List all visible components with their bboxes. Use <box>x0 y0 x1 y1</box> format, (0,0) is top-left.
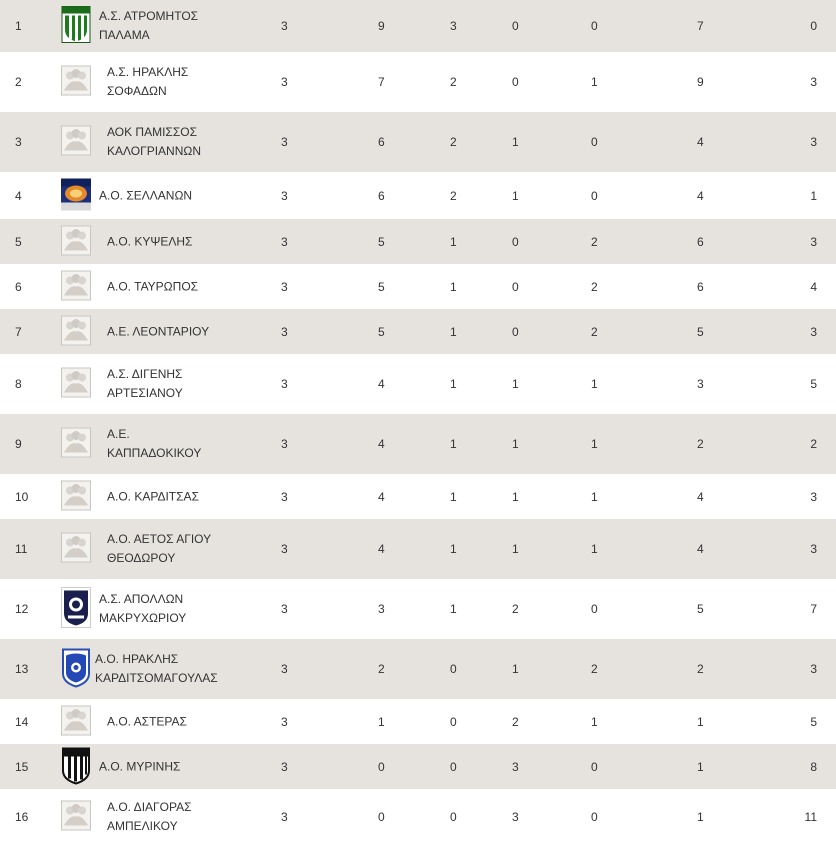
goals-for: 9 <box>697 75 704 89</box>
wins: 2 <box>450 75 457 89</box>
team-name[interactable] <box>99 7 198 45</box>
team-name[interactable] <box>107 232 192 251</box>
draws: 3 <box>512 809 519 824</box>
table-row <box>0 519 836 579</box>
draws: 0 <box>512 75 519 89</box>
blue-shield-crest-icon <box>61 648 91 691</box>
goals-against: 11 <box>804 809 817 824</box>
goals-for: 1 <box>697 809 704 824</box>
table-row <box>0 112 836 172</box>
matches-played: 3 <box>281 135 288 149</box>
goals-against: 5 <box>810 714 817 729</box>
team-name-line: Α.Ο. ΜΥΡΙΝΗΣ <box>99 759 181 773</box>
position: 10 <box>15 489 29 504</box>
position: 4 <box>15 188 22 203</box>
team-name[interactable] <box>107 365 183 403</box>
team-name-line: Α.Ο. ΗΡΑΚΛΗΣ <box>95 652 179 666</box>
goals-against: 5 <box>810 377 817 391</box>
points: 4 <box>378 489 385 504</box>
goals-against: 3 <box>810 662 817 676</box>
wins: 1 <box>450 437 457 451</box>
losses: 0 <box>591 602 598 616</box>
goals-for: 6 <box>697 234 704 249</box>
placeholder-team-icon <box>61 428 91 461</box>
goals-against: 7 <box>810 602 817 616</box>
wins: 3 <box>450 19 457 33</box>
team-name[interactable] <box>95 650 218 688</box>
goals-against: 3 <box>810 324 817 339</box>
draws: 1 <box>512 542 519 556</box>
table-row <box>0 52 836 112</box>
losses: 1 <box>591 437 598 451</box>
black-white-striped-crest-icon <box>61 746 91 787</box>
placeholder-team-icon <box>61 800 91 833</box>
points: 1 <box>378 714 385 729</box>
matches-played: 3 <box>281 759 288 774</box>
team-name-line: ΑΡΤΕΣΙΑΝΟΥ <box>107 386 183 400</box>
matches-played: 3 <box>281 437 288 451</box>
goals-against: 2 <box>810 437 817 451</box>
placeholder-team-icon <box>61 533 91 566</box>
position: 8 <box>15 377 22 391</box>
team-name-line: Α.Ο. ΔΙΑΓΟΡΑΣ <box>107 799 192 814</box>
losses: 2 <box>591 662 598 676</box>
team-name-line: Α.Σ. ΑΤΡΟΜΗΤΟΣ <box>99 9 199 23</box>
table-row <box>0 789 836 844</box>
matches-played: 3 <box>281 324 288 339</box>
draws: 2 <box>512 602 519 616</box>
position: 16 <box>15 809 29 824</box>
matches-played: 3 <box>281 279 288 294</box>
points: 9 <box>378 19 385 33</box>
team-name-line: Α.Ο. ΚΥΨΕΛΗΣ <box>107 234 193 248</box>
table-row <box>0 639 836 699</box>
table-row <box>0 172 836 219</box>
goals-for: 4 <box>697 135 704 149</box>
blue-orange-crest-icon <box>61 178 91 213</box>
draws: 1 <box>512 489 519 504</box>
wins: 1 <box>450 324 457 339</box>
table-row <box>0 264 836 309</box>
losses: 2 <box>591 234 598 249</box>
wins: 1 <box>450 602 457 616</box>
position: 2 <box>15 75 22 89</box>
goals-against: 3 <box>810 234 817 249</box>
points: 4 <box>378 542 385 556</box>
table-row <box>0 579 836 639</box>
draws: 0 <box>512 19 519 33</box>
placeholder-team-icon <box>61 225 91 258</box>
goals-against: 3 <box>810 542 817 556</box>
team-name-line: Α.Σ. ΑΠΟΛΛΩΝ <box>99 592 184 606</box>
goals-against: 1 <box>810 188 817 203</box>
position: 12 <box>15 602 29 616</box>
team-name[interactable] <box>107 798 192 836</box>
losses: 1 <box>591 75 598 89</box>
team-name-line: Α.Ο. ΑΣΤΕΡΑΣ <box>107 714 187 728</box>
position: 6 <box>15 279 22 294</box>
team-name[interactable] <box>107 277 198 296</box>
goals-for: 4 <box>697 489 704 504</box>
team-name-line: Α.Ε. ΛΕΟΝΤΑΡΙΟΥ <box>107 324 210 338</box>
wins: 1 <box>450 489 457 504</box>
team-name-line: ΣΟΦΑΔΩΝ <box>107 84 167 98</box>
points: 5 <box>378 279 385 294</box>
table-spacer <box>0 844 836 853</box>
team-name-line: Α.Σ. ΗΡΑΚΛΗΣ <box>107 65 189 79</box>
team-name[interactable] <box>99 757 180 776</box>
losses: 0 <box>591 759 598 774</box>
draws: 1 <box>512 662 519 676</box>
table-row <box>0 309 836 354</box>
wins: 0 <box>450 662 457 676</box>
table-row <box>0 474 836 519</box>
position: 15 <box>15 759 29 774</box>
placeholder-team-icon <box>61 705 91 738</box>
points: 2 <box>378 662 385 676</box>
team-name[interactable] <box>107 487 199 506</box>
goals-for: 1 <box>697 759 704 774</box>
position: 9 <box>15 437 22 451</box>
goals-against: 3 <box>810 489 817 504</box>
team-name[interactable] <box>107 322 209 341</box>
draws: 0 <box>512 279 519 294</box>
wins: 1 <box>450 279 457 294</box>
table-row <box>0 219 836 264</box>
team-name-line: ΜΑΚΡΥΧΩΡΙΟΥ <box>99 611 187 625</box>
goals-for: 5 <box>697 602 704 616</box>
position: 11 <box>15 542 28 556</box>
goals-for: 2 <box>697 662 704 676</box>
points: 4 <box>378 437 385 451</box>
draws: 1 <box>512 188 519 203</box>
goals-for: 3 <box>697 377 704 391</box>
wins: 2 <box>450 188 457 203</box>
points: 6 <box>378 135 385 149</box>
goals-for: 7 <box>697 19 704 33</box>
losses: 0 <box>591 188 598 203</box>
green-white-striped-crest-icon <box>61 6 91 47</box>
goals-for: 1 <box>697 714 704 729</box>
wins: 1 <box>450 542 457 556</box>
matches-played: 3 <box>281 602 288 616</box>
team-name-line: ΑΜΠΕΛΙΚΟΥ <box>107 818 178 833</box>
team-name[interactable] <box>107 530 211 568</box>
team-name[interactable] <box>99 590 186 628</box>
team-name[interactable] <box>107 425 201 463</box>
goals-for: 2 <box>697 437 704 451</box>
position: 7 <box>15 324 22 339</box>
losses: 1 <box>591 542 598 556</box>
placeholder-team-icon <box>61 66 91 99</box>
points: 4 <box>378 377 385 391</box>
team-name-line: ΠΑΛΑΜΑ <box>99 28 150 42</box>
team-name[interactable] <box>107 123 201 161</box>
team-name-line: ΑΟΚ ΠΑΜΙΣΣΟΣ <box>107 125 198 139</box>
goals-against: 3 <box>810 75 817 89</box>
draws: 0 <box>512 324 519 339</box>
team-name-line: ΚΑΡΔΙΤΣΟΜΑΓΟΥΛΑΣ <box>95 671 218 685</box>
losses: 1 <box>591 489 598 504</box>
team-name[interactable] <box>107 712 187 731</box>
team-name-line: ΘΕΟΔΩΡΟΥ <box>107 551 176 565</box>
goals-against: 4 <box>810 279 817 294</box>
matches-played: 3 <box>281 489 288 504</box>
placeholder-team-icon <box>61 480 91 513</box>
goals-against: 0 <box>810 19 817 33</box>
goals-for: 5 <box>697 324 704 339</box>
placeholder-team-icon <box>61 270 91 303</box>
draws: 1 <box>512 377 519 391</box>
matches-played: 3 <box>281 188 288 203</box>
losses: 0 <box>591 809 598 824</box>
draws: 2 <box>512 714 519 729</box>
goals-for: 4 <box>697 542 704 556</box>
position: 5 <box>15 234 22 249</box>
losses: 1 <box>591 714 598 729</box>
points: 6 <box>378 188 385 203</box>
table-row <box>0 699 836 744</box>
wins: 1 <box>450 234 457 249</box>
losses: 2 <box>591 324 598 339</box>
team-name-line: Α.Ο. ΑΕΤΟΣ ΑΓΙΟΥ <box>107 532 212 546</box>
wins: 2 <box>450 135 457 149</box>
position: 14 <box>15 714 29 729</box>
matches-played: 3 <box>281 542 288 556</box>
team-name-line: Α.Σ. ΔΙΓΕΝΗΣ <box>107 367 183 381</box>
team-name-line: Α.Ο. ΤΑΥΡΩΠΟΣ <box>107 279 199 293</box>
losses: 0 <box>591 135 598 149</box>
points: 0 <box>378 759 385 774</box>
table-row <box>0 414 836 474</box>
position: 3 <box>15 135 22 149</box>
losses: 0 <box>591 19 598 33</box>
losses: 2 <box>591 279 598 294</box>
placeholder-team-icon <box>61 315 91 348</box>
matches-played: 3 <box>281 19 288 33</box>
goals-for: 4 <box>697 188 704 203</box>
team-name[interactable] <box>99 186 192 205</box>
draws: 1 <box>512 437 519 451</box>
matches-played: 3 <box>281 377 288 391</box>
position: 1 <box>15 19 22 33</box>
losses: 1 <box>591 377 598 391</box>
wins: 0 <box>450 759 457 774</box>
table-row <box>0 744 836 789</box>
team-name-line: ΚΑΠΠΑΔΟΚΙΚΟΥ <box>107 446 202 460</box>
position: 13 <box>15 662 29 676</box>
placeholder-team-icon <box>61 126 91 159</box>
matches-played: 3 <box>281 714 288 729</box>
navy-shield-crest-icon <box>61 588 91 631</box>
placeholder-team-icon <box>61 368 91 401</box>
goals-for: 6 <box>697 279 704 294</box>
goals-against: 3 <box>810 135 817 149</box>
team-name-line: Α.Ο. ΚΑΡΔΙΤΣΑΣ <box>107 489 199 503</box>
wins: 0 <box>450 809 457 824</box>
matches-played: 3 <box>281 75 288 89</box>
matches-played: 3 <box>281 662 288 676</box>
points: 5 <box>378 324 385 339</box>
team-name[interactable] <box>107 63 188 101</box>
points: 5 <box>378 234 385 249</box>
table-row <box>0 0 836 52</box>
matches-played: 3 <box>281 809 288 824</box>
goals-against: 8 <box>810 759 817 774</box>
points: 7 <box>378 75 385 89</box>
wins: 0 <box>450 714 457 729</box>
draws: 0 <box>512 234 519 249</box>
points: 0 <box>378 809 385 824</box>
team-name-line: ΚΑΛΟΓΡΙΑΝΝΩΝ <box>107 144 202 158</box>
matches-played: 3 <box>281 234 288 249</box>
points: 3 <box>378 602 385 616</box>
table-row <box>0 354 836 414</box>
draws: 3 <box>512 759 519 774</box>
wins: 1 <box>450 377 457 391</box>
team-name-line: Α.Ο. ΣΕΛΛΑΝΩΝ <box>99 188 193 202</box>
draws: 1 <box>512 135 519 149</box>
team-name-line: Α.Ε. <box>107 427 130 441</box>
